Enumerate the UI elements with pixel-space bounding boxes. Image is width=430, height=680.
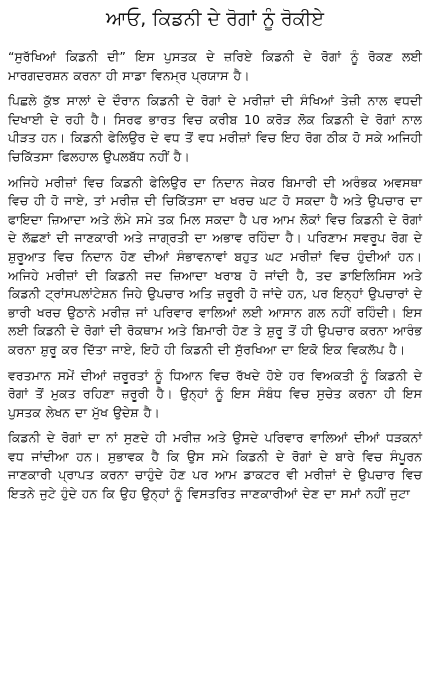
paragraph-intro: “ਸੁਰੱਖਿਆਂ ਕਿਡਨੀ ਦੀ” ਇਸ ਪੁਸਤਕ ਦੇ ਜ਼ਰਿਏ ਕਿਡਨੀ ਦੇ ਰੋਗਾਂ ਨੂੰ ਰੋਕਣ ਲਈ ਮਾਰਗਦਰਸ਼ਨ ਕਰਨਾ ਹੀ ਸਾਡਾ ਵਿਨਮ੍ਰ ਪ੍ਰਯਾਸ ਹੈ। xyxy=(8,49,422,83)
paragraph-patient-concerns: ਕਿਡਨੀ ਦੇ ਰੋਗਾਂ ਦਾ ਨਾਂ ਸੁਣਦੇ ਹੀ ਮਰੀਜ਼ ਅਤੇ ਉਸਦੇ ਪਰਿਵਾਰ ਵਾਲਿਆਂ ਦੀਆਂ ਧੜਕਨਾਂ ਵਧ ਜਾਂਦੀਆ ਹਨ। ਸੁਭਾਵਕ ਹੈ ਕਿ ਉਸ ਸਮੇ ਕਿਡਨੀ ਦੇ ਰੋਗਾਂ ਦੇ ਬਾਰੇ ਵਿਚ ਸੰਪੂਰਨ ਜਾਣਕਾਰੀ ਪ੍ਰਾਪਤ ਕਰਨਾ ਚਾਹੁੰਦੇ ਹੋਣ ਪਰ ਆਮ ਡਾਕਟਰ ਵੀ ਮਰੀਜ਼ਾਂ ਦੇ ਉਪਚਾਰ ਵਿਚ ਇਤਨੇ ਜੁਟੇ ਹੁੰਦੇ ਹਨ ਕਿ ਉਹ ਉਨ੍ਹਾਂ ਨੂੰ ਵਿਸਤਰਿਤ ਜਾਣਕਾਰੀਆਂ ਦੇਣ ਦਾ ਸਮਾਂ ਨਹੀਂ ਜੁਟਾ xyxy=(8,430,422,502)
paragraph-statistics: ਪਿਛਲੇ ਕੁੱਝ ਸਾਲਾਂ ਦੇ ਦੌਰਾਨ ਕਿਡਨੀ ਦੇ ਰੋਗਾਂ ਦੇ ਮਰੀਜ਼ਾਂ ਦੀ ਸੰਖਿਆਂ ਤੇਜ਼ੀ ਨਾਲ ਵਧਦੀ ਦਿਖਾਈ ਦੇ ਰਹੀ ਹੈ। ਸਿਰਫ ਭਾਰਤ ਵਿਚ ਕਰੀਬ 10 ਕਰੋੜ ਲੋਕ ਕਿਡਨੀ ਦੇ ਰੋਗਾਂ ਨਾਲ ਪੀੜਤ ਹਨ। ਕਿਡਨੀ ਫੇਲਿਉਰ ਦੇ ਵਧ ਤੋਂ ਵਧ ਮਰੀਜ਼ਾਂ ਵਿਚ ਇਹ ਰੋਗ ਠੀਕ ਹੋ ਸਕੇ ਅਜਿਹੀ ਚਿਕਿੱਤਸਾ ਫਿਲਹਾਲ ਉਪਲਬੱਧ ਨਹੀਂ ਹੈ। xyxy=(8,93,422,164)
page-title: ਆਓ, ਕਿਡਨੀ ਦੇ ਰੋਗਾਂ ਨੂੰ ਰੋਕੀਏ xyxy=(106,8,324,30)
paragraph-purpose: ਵਰਤਮਾਨ ਸਮੇਂ ਦੀਆਂ ਜ਼ਰੂਰਤਾਂ ਨੂੰ ਧਿਆਨ ਵਿਚ ਰੱਖਦੇ ਹੋਏ ਹਰ ਵਿਅਕਤੀ ਨੂੰ ਕਿਡਨੀ ਦੇ ਰੋਗਾਂ ਤੋਂ ਮੁਕਤ ਰਹਿਣਾ ਜ਼ਰੂਰੀ ਹੈ। ਉਨ੍ਹਾਂ ਨੂੰ ਇਸ ਸੰਬੰਧ ਵਿਚ ਸੁਚੇਤ ਕਰਨਾ ਹੀ ਇਸ ਪੁਸਤਕ ਲੇਖਨ ਦਾ ਮੁੱਖ ਉਦੇਸ਼ ਹੈ। xyxy=(8,367,422,420)
paragraph-early-diagnosis: ਅਜਿਹੇ ਮਰੀਜ਼ਾਂ ਵਿਚ ਕਿਡਨੀ ਫੇਲਿਉਰ ਦਾ ਨਿਦਾਨ ਜੇਕਰ ਬਿਮਾਰੀ ਦੀ ਅਰੰਭਕ ਅਵਸਥਾ ਵਿਚ ਹੀ ਹੋ ਜਾਏ, ਤਾਂ ਮਰੀਜ਼ ਦੀ ਚਿਕਿੱਤਸਾ ਦਾ ਖਰਚ ਘਟ ਹੋ ਸਕਦਾ ਹੈ ਅਤੇ ਉਪਚਾਰ ਦਾ ਫਾਇਦਾ ਜ਼ਿਆਦਾ ਅਤੇ ਲੰਮੇ ਸਮੇ ਤਕ ਮਿਲ ਸਕਦਾ ਹੈ ਪਰ ਆਮ ਲੋਕਾਂ ਵਿਚ ਕਿਡਨੀ ਦੇ ਰੋਗਾਂ ਦੇ ਲੱਛਣਾਂ ਦੀ ਜਾਣਕਾਰੀ ਅਤੇ ਜਾਗ੍ਰਤੀ ਦਾ ਅਭਾਵ ਰਹਿੰਦਾ ਹੈ। ਪਰਿਣਾਮ ਸਵਰੂਪ ਰੋਗ ਦੇ ਸ਼ੁਰੂਆਤ ਵਿਚ ਨਿਦਾਨ ਹੋਣ ਦੀਆਂ ਸੰਭਾਵਨਾਵਾਂ ਬਹੁਤ ਘਟ ਮਰੀਜ਼ਾਂ ਵਿਚ ਹੁੰਦੀਆਂ ਹਨ। ਅਜਿਹੇ ਮਰੀਜ਼ਾਂ ਦੀ ਕਿਡਨੀ ਜਦ ਜ਼ਿਆਦਾ ਖਰਾਬ ਹੋ ਜਾਂਦੀ ਹੈ, ਤਦ ਡਾਇਲਿਸਿਸ ਅਤੇ ਕਿਡਨੀ ਟ੍ਰਾਂਸਪਲਾਂਟੇਸ਼ਨ ਜਿਹੇ ਉਪਚਾਰ ਅਤਿ ਜ਼ਰੂਰੀ ਹੋ ਜਾਂਦੇ ਹਨ, ਪਰ ਇਨ੍ਹਾਂ ਉਪਚਾਰਾਂ ਦੇ ਭਾਰੀ ਖਰਚ ਉਠਾਨੇ ਮਰੀਜ਼ ਜਾਂ ਪਰਿਵਾਰ ਵਾਲਿਆਂ ਲਈ ਆਸਾਨ ਗਲ ਨਹੀਂ ਰਹਿੰਦੀ। ਇਸ ਲਈ ਕਿਡਨੀ ਦੇ ਰੋਗਾਂ ਦੀ ਰੋਕਥਾਮ ਅਤੇ ਬਿਮਾਰੀ ਹੋਣ ਤੇ ਸ਼ੁਰੂ ਤੋਂ ਹੀ ਉਪਚਾਰ ਕਰਨਾ ਆਰੰਭ ਕਰਨਾ ਸ਼ੁਰੂ ਕਰ ਦਿੱਤਾ ਜਾਏ, ਇਹੋ ਹੀ ਕਿਡਨੀ ਦੀ ਸੁੱਰਖਿਆ ਦਾ ਇਕੋ ਇਕ ਵਿਕਲੱਪ ਹੈ। xyxy=(8,174,422,357)
